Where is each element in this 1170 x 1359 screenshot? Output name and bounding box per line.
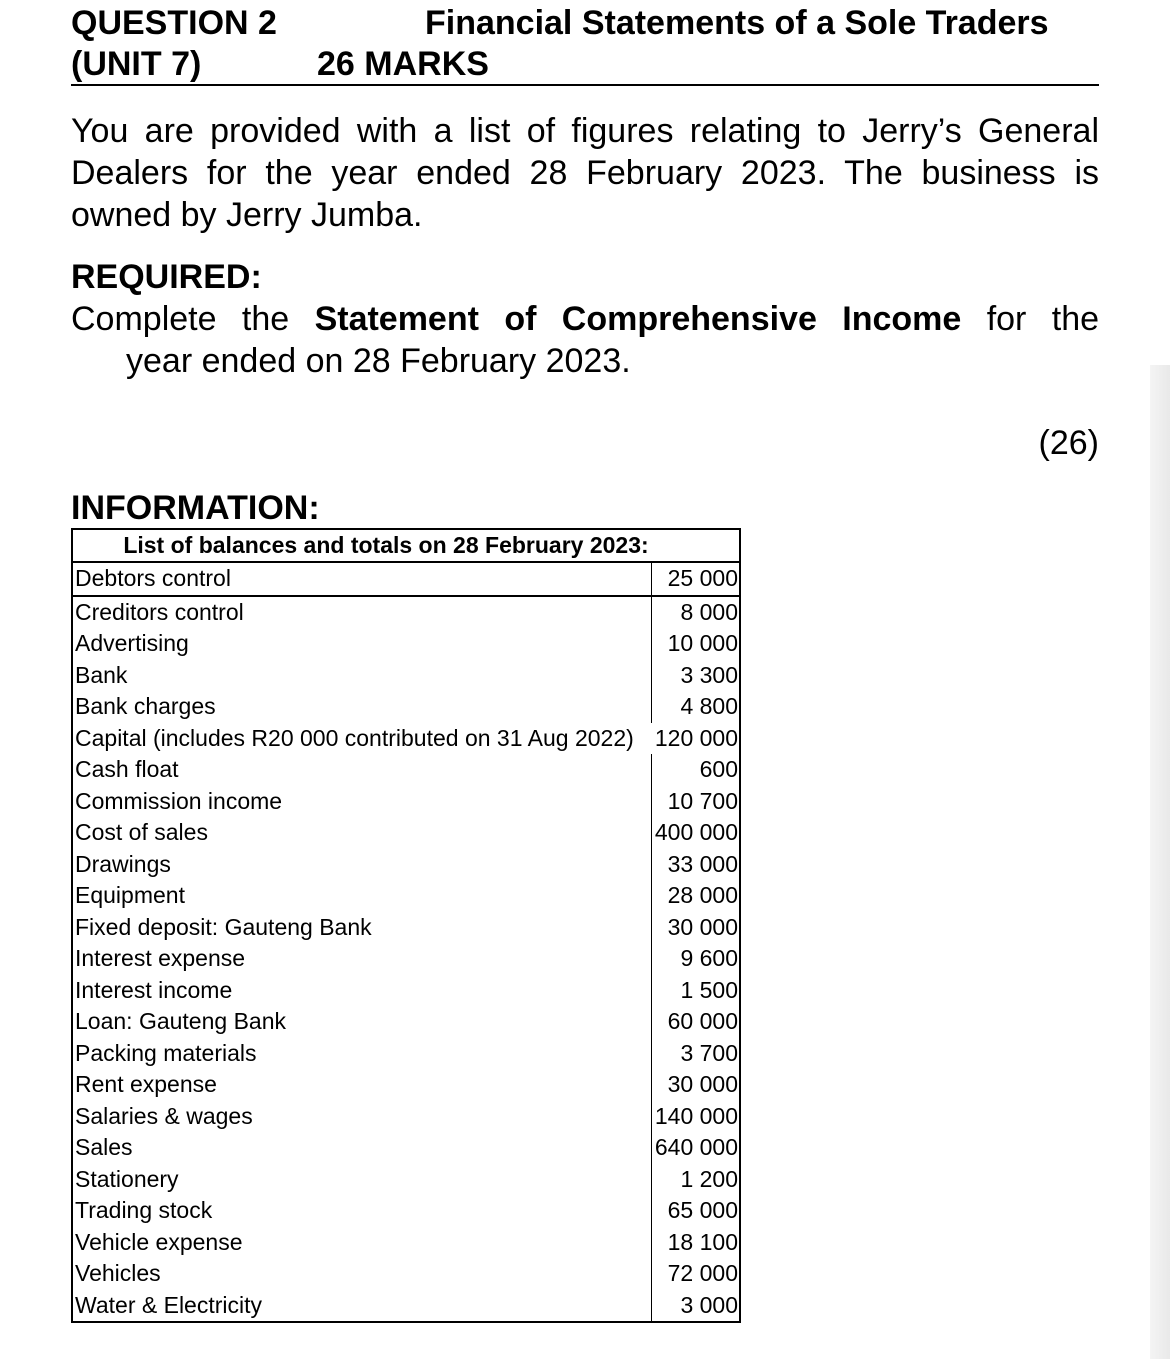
required-heading: REQUIRED: <box>71 258 262 296</box>
balances-table <box>71 528 741 1323</box>
table-row <box>72 754 740 786</box>
row-label: Bank <box>72 660 652 692</box>
row-label: Advertising <box>72 628 652 660</box>
row-label: Drawings <box>72 849 652 881</box>
row-amount: 30 000 <box>652 1069 741 1101</box>
row-amount: 25 000 <box>652 562 741 596</box>
question-number: QUESTION 2 <box>71 4 277 42</box>
row-amount: 9 600 <box>652 943 741 975</box>
intro-paragraph: You are provided with a list of figures relating to Jerry’s General Dealers for the year ended 28 February 2023. The business is owned by Jerry Jumba. <box>71 112 1099 234</box>
table-row <box>72 1038 740 1070</box>
row-amount: 400 000 <box>652 817 741 849</box>
row-label: Equipment <box>72 880 652 912</box>
table-row <box>72 562 740 596</box>
table-row <box>72 1006 740 1038</box>
required-instruction <box>71 298 1099 340</box>
row-amount: 3 300 <box>652 660 741 692</box>
table-row <box>72 1069 740 1101</box>
row-label: Trading stock <box>72 1195 652 1227</box>
row-amount: 72 000 <box>652 1258 741 1290</box>
table-row <box>72 912 740 944</box>
table-row <box>72 849 740 881</box>
table-row <box>72 1101 740 1133</box>
table-row <box>72 817 740 849</box>
table-row <box>72 1290 740 1323</box>
row-label: Vehicles <box>72 1258 652 1290</box>
row-label: Rent expense <box>72 1069 652 1101</box>
table-row <box>72 1195 740 1227</box>
table-row <box>72 628 740 660</box>
row-label: Salaries & wages <box>72 1101 652 1133</box>
table-row <box>72 596 740 629</box>
table-row <box>72 723 740 755</box>
row-amount: 10 700 <box>652 786 741 818</box>
balances-table-title: List of balances and totals on 28 February 2023: <box>72 529 740 562</box>
row-label: Sales <box>72 1132 652 1164</box>
row-amount: 3 700 <box>652 1038 741 1070</box>
row-label: Interest expense <box>72 943 652 975</box>
table-row <box>72 880 740 912</box>
table-row <box>72 786 740 818</box>
unit-label: (UNIT 7) <box>71 45 202 83</box>
table-row <box>72 691 740 723</box>
table-row <box>72 1258 740 1290</box>
question-marks: (26) <box>1038 424 1099 462</box>
row-label: Loan: Gauteng Bank <box>72 1006 652 1038</box>
row-amount: 600 <box>652 754 741 786</box>
required-instruction-cont: year ended on 28 February 2023. <box>126 342 631 380</box>
row-label: Packing materials <box>72 1038 652 1070</box>
row-amount: 640 000 <box>652 1132 741 1164</box>
table-row <box>72 975 740 1007</box>
row-amount: 1 500 <box>652 975 741 1007</box>
required-statement-name: Statement of Comprehensive Income <box>314 300 962 338</box>
row-label: Stationery <box>72 1164 652 1196</box>
row-amount: 4 800 <box>652 691 741 723</box>
row-amount: 18 100 <box>652 1227 741 1259</box>
question-title: Financial Statements of a Sole Traders <box>425 4 1049 42</box>
required-prefix: Complete the <box>71 300 290 338</box>
row-amount: 140 000 <box>652 1101 741 1133</box>
row-label: Water & Electricity <box>72 1290 652 1323</box>
row-label: Debtors control <box>72 562 652 596</box>
row-label: Bank charges <box>72 691 652 723</box>
row-label: Cash float <box>72 754 652 786</box>
total-marks: 26 MARKS <box>317 45 489 83</box>
row-label: Capital (includes R20 000 contributed on 31 Aug 2022) <box>72 723 652 755</box>
row-label: Cost of sales <box>72 817 652 849</box>
table-row <box>72 1227 740 1259</box>
row-amount: 28 000 <box>652 880 741 912</box>
row-amount: 33 000 <box>652 849 741 881</box>
row-amount: 8 000 <box>652 596 741 629</box>
information-heading: INFORMATION: <box>71 489 320 527</box>
row-amount: 65 000 <box>652 1195 741 1227</box>
row-label: Vehicle expense <box>72 1227 652 1259</box>
row-amount: 1 200 <box>652 1164 741 1196</box>
table-row <box>72 1132 740 1164</box>
table-row <box>72 660 740 692</box>
row-amount: 60 000 <box>652 1006 741 1038</box>
row-label: Fixed deposit: Gauteng Bank <box>72 912 652 944</box>
row-amount: 120 000 <box>652 723 741 755</box>
table-row <box>72 1164 740 1196</box>
header-divider <box>71 84 1099 86</box>
row-label: Commission income <box>72 786 652 818</box>
row-amount: 3 000 <box>652 1290 741 1323</box>
row-label: Creditors control <box>72 596 652 629</box>
page-edge-shadow <box>1150 365 1170 1359</box>
required-suffix: for the <box>986 300 1100 338</box>
row-amount: 30 000 <box>652 912 741 944</box>
row-amount: 10 000 <box>652 628 741 660</box>
table-row <box>72 943 740 975</box>
row-label: Interest income <box>72 975 652 1007</box>
